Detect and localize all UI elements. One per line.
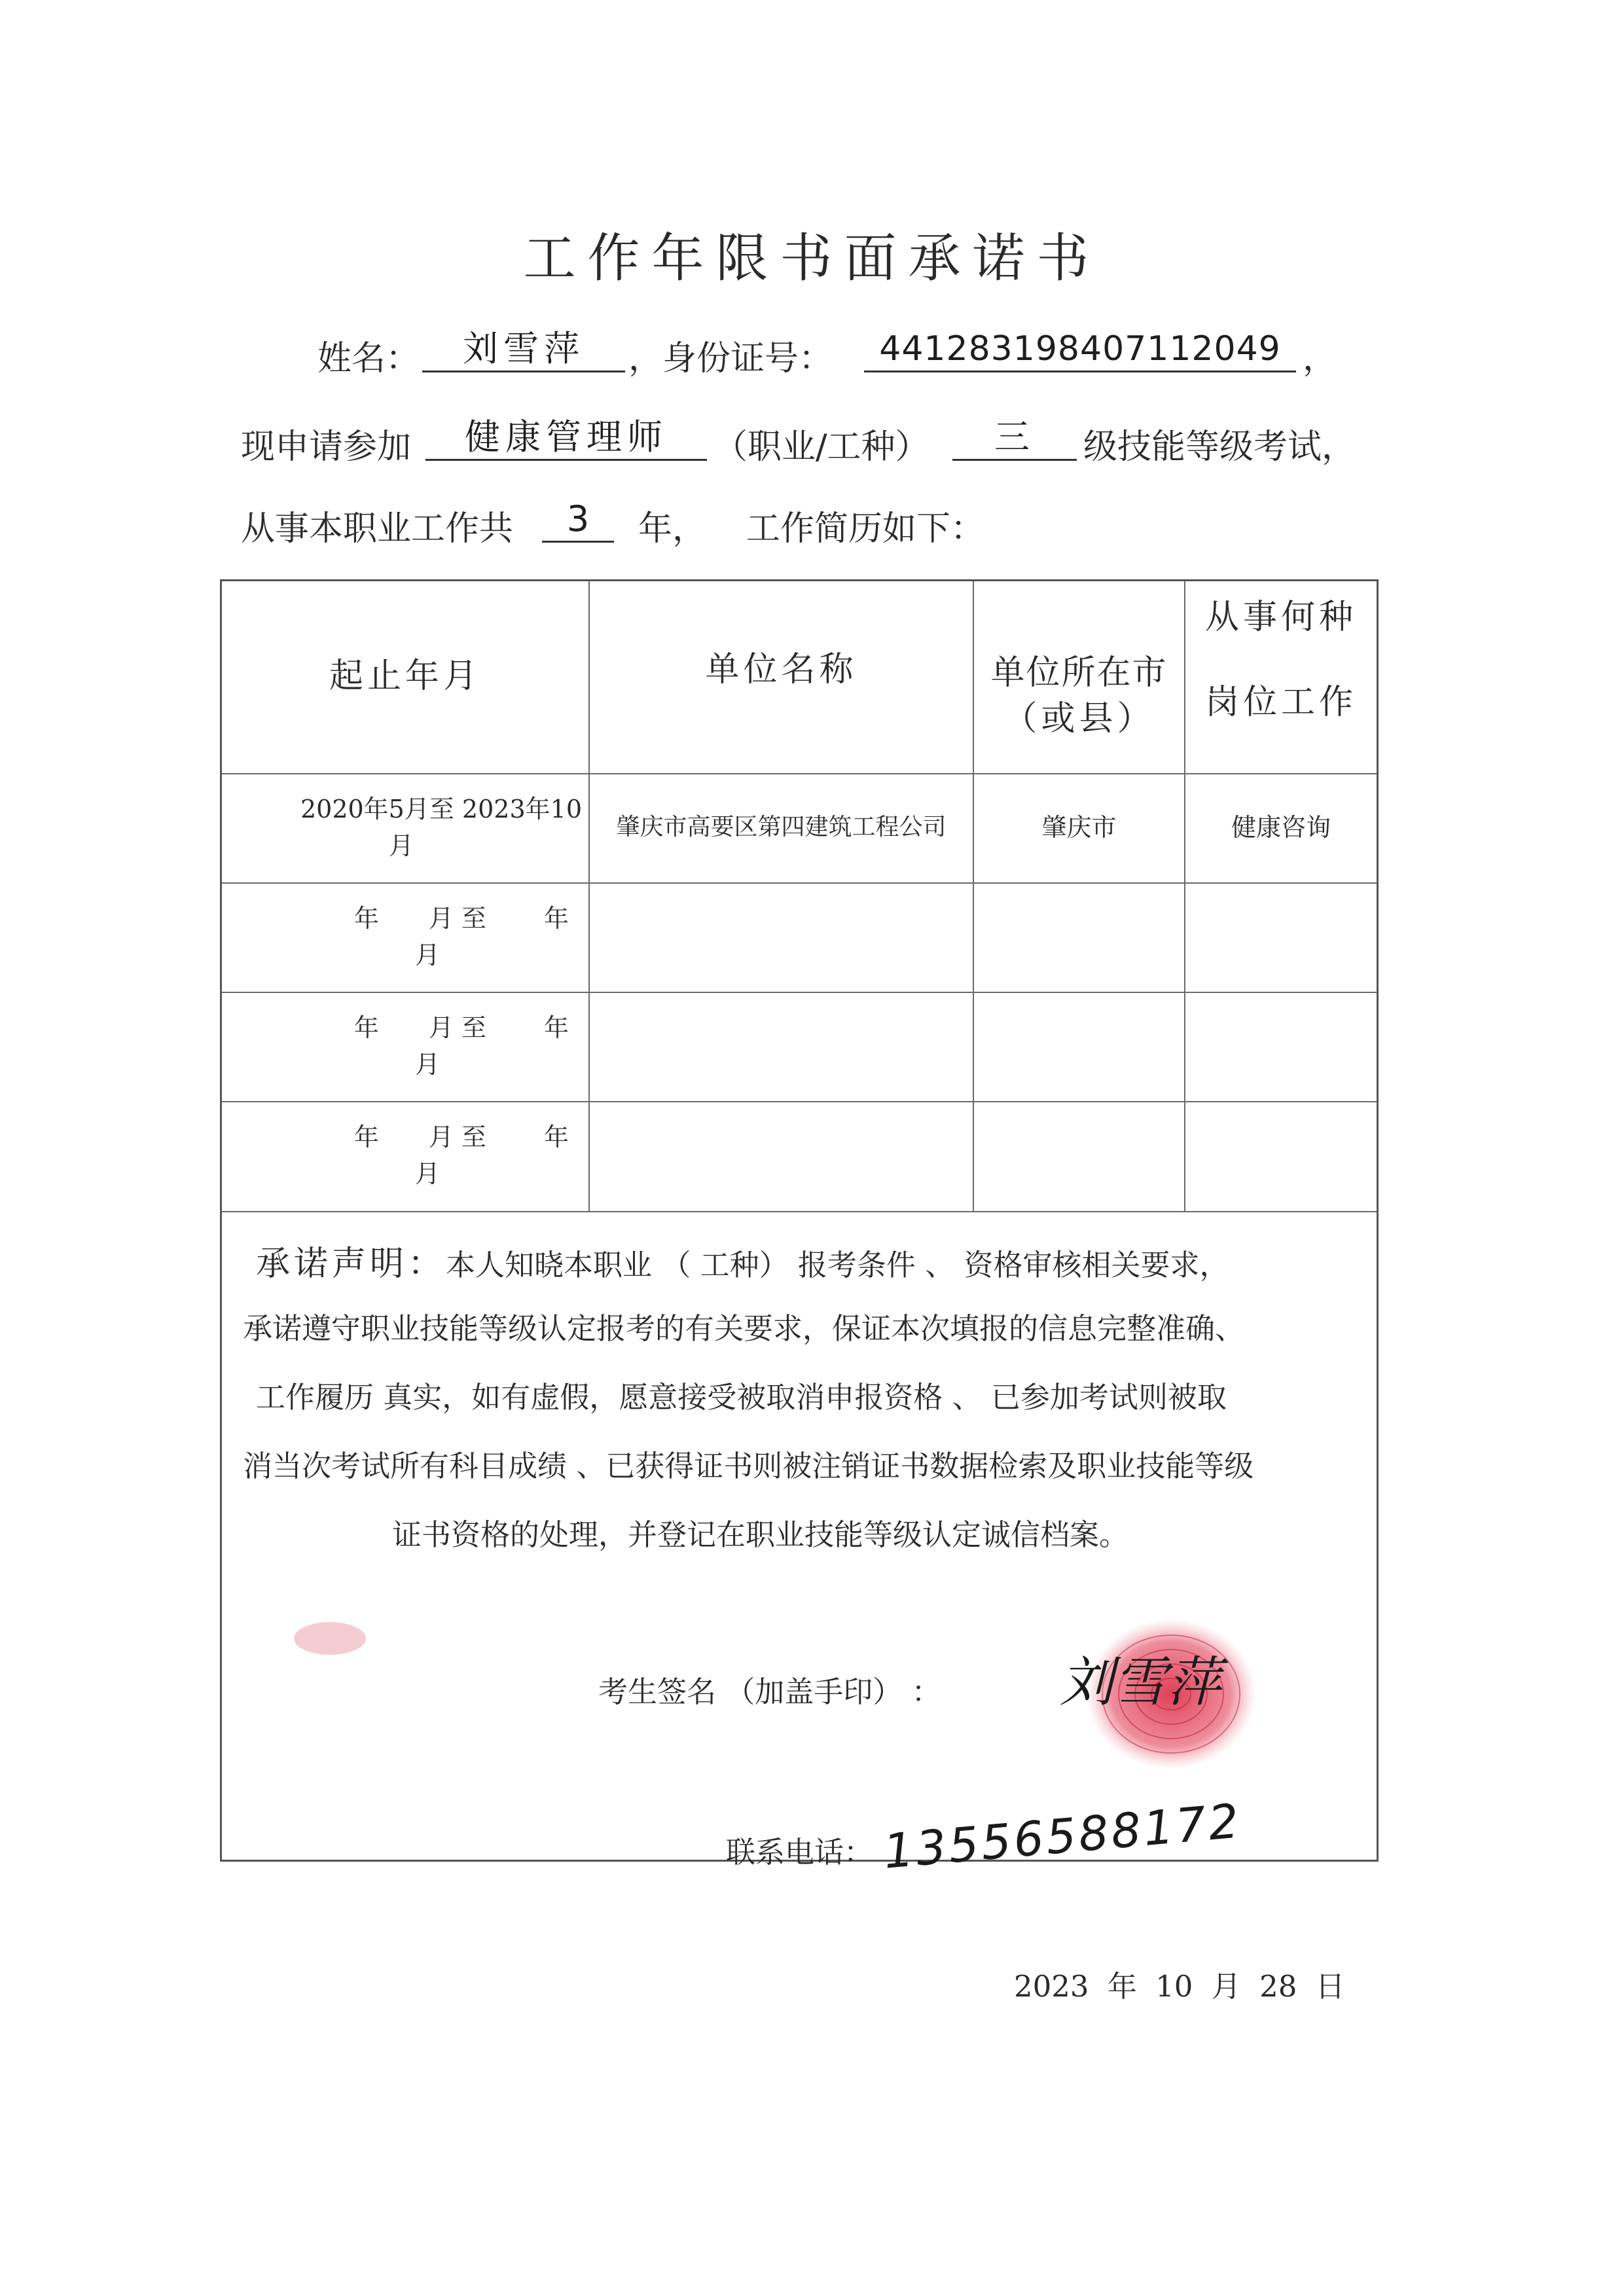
document-title: 工作年限书面承诺书 <box>523 228 1101 289</box>
signed-name: 刘雪萍 <box>1060 1652 1221 1714</box>
date-month-unit: 月 <box>1211 1969 1241 2004</box>
sign-date <box>1014 1962 1345 2005</box>
table-row-unit-name: 肇庆市高要区第四建筑工程公司 <box>616 814 947 840</box>
fingerprint-signature <box>1034 1609 1282 1779</box>
row-divider <box>222 992 1377 993</box>
id-number-field: 441283198407112049 <box>864 327 1296 372</box>
period-line2: 月 <box>389 831 414 860</box>
table-row-city: 肇庆市 <box>1041 813 1117 842</box>
pledge-heading: 承诺声明： <box>256 1244 446 1284</box>
years-label: 从事本职业工作共 <box>241 509 514 549</box>
date-month: 10 <box>1155 1969 1193 2004</box>
pledge-line-1 <box>256 1236 1229 1285</box>
history-label: 工作简历如下： <box>746 509 985 549</box>
header-period: 起止年月 <box>329 657 481 696</box>
header-position-line2: 岗位工作 <box>1204 683 1357 722</box>
period-line1: 年 月 至 年 <box>353 1123 569 1151</box>
years-suffix: 年， <box>638 509 707 549</box>
date-year-unit: 年 <box>1107 1969 1137 2004</box>
years-field: 3 <box>542 497 614 543</box>
period-line1: 年 月 至 年 <box>353 904 569 933</box>
period-line1: 年 月 至 年 <box>353 1013 569 1042</box>
row-divider <box>222 773 1377 774</box>
signature-label: 考生签名 （加盖手印） ： <box>598 1674 941 1709</box>
ink-smudge <box>284 1609 376 1668</box>
period-line2: 月 <box>415 941 441 969</box>
date-day-unit: 日 <box>1315 1969 1345 2004</box>
id-label: ，身份证号： <box>628 339 833 378</box>
header-unit-name: 单位名称 <box>705 650 857 689</box>
row-divider <box>222 882 1377 884</box>
header-unit-city-line1: 单位所在市 <box>990 653 1168 693</box>
occupation-suffix: （职业/工种） <box>713 427 929 467</box>
pledge-text-1: 本人知晓本职业 （ 工种） 报考条件 、 资格审核相关要求， <box>446 1248 1229 1282</box>
table-row-position: 健康咨询 <box>1231 813 1331 842</box>
table-row-period <box>222 900 588 973</box>
occupation-field: 健康管理师 <box>425 416 707 461</box>
header-position-line1: 从事何种 <box>1204 598 1357 637</box>
phone-number: 13556588172 <box>881 1793 1244 1879</box>
header-unit-city <box>974 650 1184 742</box>
pledge-line-2: 承诺遵守职业技能等级认定报考的有关要求，保证本次填报的信息完整准确、 <box>243 1311 1245 1346</box>
pledge-line-3: 工作履历 真实，如有虚假，愿意接受被取消申报资格 、 已参加考试则被取 <box>256 1380 1227 1415</box>
period-line2: 月 <box>415 1050 441 1079</box>
level-suffix: 级技能等级考试， <box>1083 427 1356 467</box>
name-label: 姓名： <box>317 339 420 378</box>
header-unit-city-line2: （或县） <box>1003 699 1155 738</box>
name-field: 刘雪萍 <box>422 327 625 372</box>
level-field: 三 <box>952 416 1077 461</box>
table-row-period <box>222 1009 588 1083</box>
date-year: 2023 <box>1014 1969 1089 2004</box>
pledge-line-4: 消当次考试所有科目成绩 、已获得证书则被注销证书数据检索及职业技能等级 <box>243 1449 1254 1483</box>
period-line2: 月 <box>415 1159 441 1188</box>
period-line1: 2020年5月至 2023年10 <box>300 795 582 823</box>
id-tail: ， <box>1303 339 1337 378</box>
row-divider <box>222 1211 1377 1212</box>
pledge-line-5: 证书资格的处理，并登记在职业技能等级认定诚信档案。 <box>392 1517 1129 1552</box>
row-divider <box>222 1101 1377 1102</box>
header-position <box>1185 594 1377 725</box>
apply-label: 现申请参加 <box>241 427 412 467</box>
table-row-period <box>222 1119 588 1192</box>
date-day: 28 <box>1259 1969 1297 2004</box>
work-history-table <box>220 579 1379 2004</box>
phone-label: 联系电话： <box>726 1835 874 1870</box>
table-row-period <box>222 791 588 864</box>
